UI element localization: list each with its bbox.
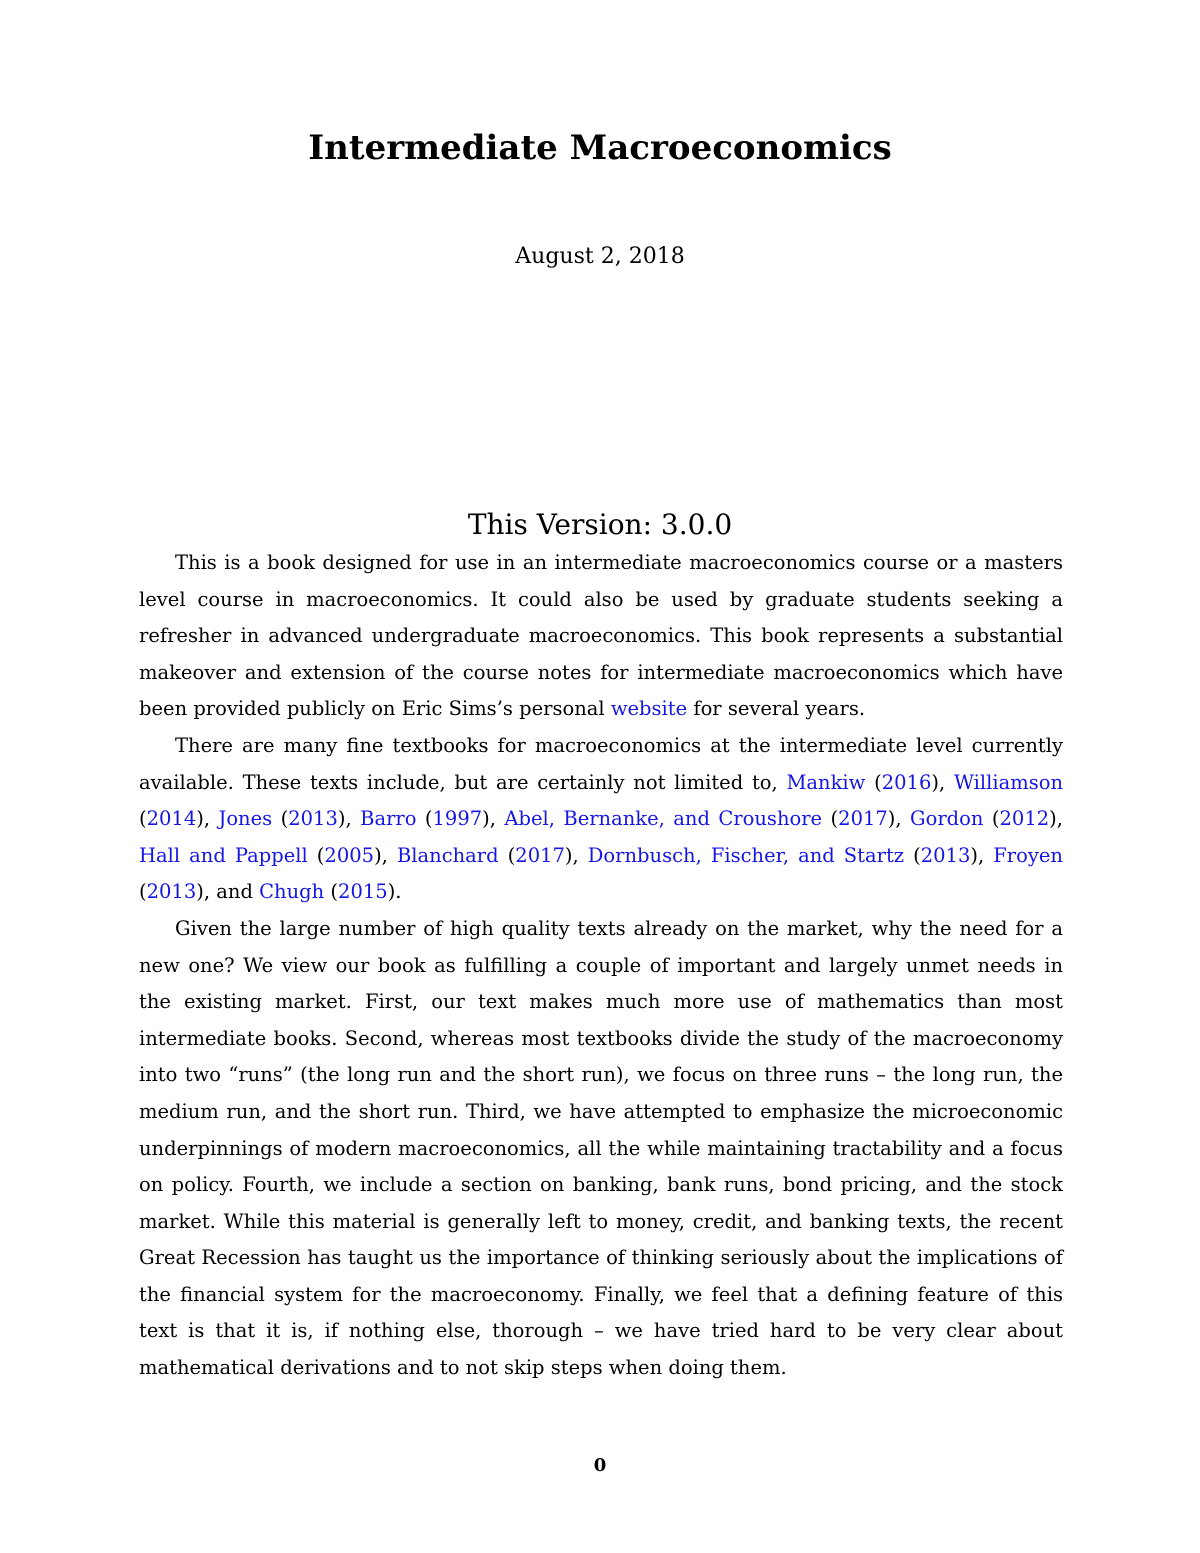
body-text — [139, 545, 1063, 1387]
website-link[interactable]: website — [610, 697, 688, 721]
citation-year-link[interactable]: 2012 — [999, 807, 1050, 831]
paragraph-intro-text: This is a book designed for use in an intermediate macroeconomics course or a masters level course in macroeconomics. It could also be used by graduate students seeking a refresher in advanced undergraduate macroeconomics. This book represents a substantial makeover and extension of the course notes for intermediate macroeconomics which have been provided publicly on Eric Sims’s personal — [139, 551, 1063, 721]
paragraph-textbooks — [139, 728, 1063, 911]
version-heading: This Version: 3.0.0 — [467, 508, 733, 541]
citation-year-link[interactable]: 2013 — [288, 807, 338, 831]
citation-year-link[interactable]: 2016 — [881, 770, 932, 794]
document-title: Intermediate Macroeconomics — [308, 128, 892, 168]
paragraph-intro — [139, 545, 1063, 728]
citation-author-link[interactable]: Williamson — [953, 770, 1064, 794]
citation-author-link[interactable]: Mankiw — [786, 770, 866, 794]
citation-author-link[interactable]: Barro — [360, 807, 417, 831]
citation-author-link[interactable]: Jones — [218, 807, 273, 831]
citation-year-link[interactable]: 1997 — [432, 807, 483, 831]
citation-author-link[interactable]: Chugh — [259, 880, 325, 904]
citation-year-link[interactable]: 2017 — [838, 807, 888, 831]
citation-author-link[interactable]: Hall and Pappell — [139, 843, 308, 867]
citation-year-link[interactable]: 2013 — [920, 843, 971, 867]
document-date: August 2, 2018 — [515, 244, 685, 269]
reference-list: Mankiw (2016), Williamson (2014), Jones (2013), Barro (1997), Abel, Bernanke, and Croushore (2017), Gordon (2012), Hall and Pappell (2005), Blanchard (2017), Dornbusch, Fischer, and Startz (2013), Froyen (2013), and Chugh (2015). — [139, 770, 1064, 904]
paragraph-textbooks-intro: There are many fine textbooks for macroeconomics at the intermediate level currently available. These texts include, but are certainly not limited to, — [139, 733, 1063, 794]
citation-author-link[interactable]: Gordon — [910, 807, 984, 831]
citation-year-link[interactable]: 2014 — [146, 807, 197, 831]
citation-year-link[interactable]: 2005 — [324, 843, 375, 867]
page-number: 0 — [593, 1455, 607, 1476]
citation-year-link[interactable]: 2015 — [338, 880, 388, 904]
paragraph-motivation: Given the large number of high quality texts already on the market, why the need for a new one? We view our book as fulfilling a couple of important and largely unmet needs in the existing market. First, our text makes much more use of mathematics than most intermediate books. Second, whereas most textbooks divide the study of the macroeconomy into two “runs” (the long run and the short run), we focus on three runs – the long run, the medium run, and the short run. Third, we have attempted to emphasize the microeconomic underpinnings of modern macroeconomics, all the while maintaining tractability and a focus on policy. Fourth, we include a section on banking, bank runs, bond pricing, and the stock market. While this material is generally left to money, credit, and banking texts, the recent Great Recession has taught us the importance of thinking seriously about the implications of the financial system for the macroeconomy. Finally, we feel that a defining feature of this text is that it is, if nothing else, thorough – we have tried hard to be very clear about mathematical derivations and to not skip steps when doing them. — [139, 916, 1063, 1380]
citation-author-link[interactable]: Blanchard — [396, 843, 499, 867]
citation-year-link[interactable]: 2017 — [515, 843, 565, 867]
citation-author-link[interactable]: Dornbusch, Fischer, and Startz — [587, 843, 905, 867]
citation-author-link[interactable]: Abel, Bernanke, and Croushore — [504, 807, 823, 831]
citation-author-link[interactable]: Froyen — [993, 843, 1063, 867]
paragraph-intro-tail: for several years. — [687, 697, 866, 721]
citation-year-link[interactable]: 2013 — [146, 880, 197, 904]
